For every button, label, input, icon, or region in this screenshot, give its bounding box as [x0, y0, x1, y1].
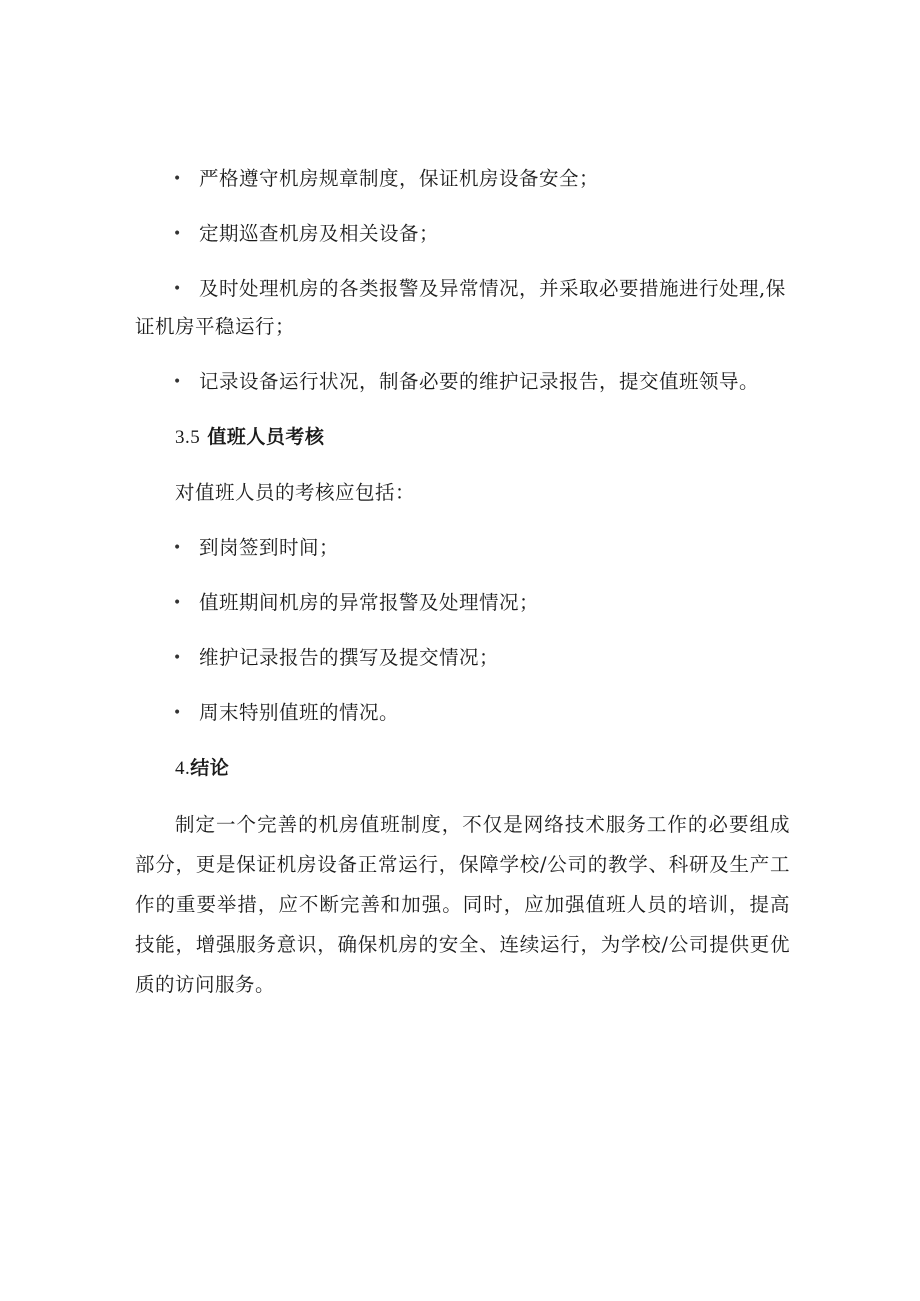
bullet-icon: •	[173, 374, 182, 390]
bullet-icon: •	[173, 281, 182, 297]
list-item-text: 严格遵守机房规章制度，保证机房设备安全；	[199, 167, 600, 190]
list-item-text: 记录设备运行状况，制备必要的维护记录报告，提交值班领导。	[199, 370, 760, 393]
list-item-text: 到岗签到时间；	[199, 536, 340, 559]
section-title: 结论	[190, 757, 230, 779]
list-item	[135, 529, 790, 567]
document-content	[135, 160, 790, 1022]
list-item	[135, 160, 790, 198]
section-number: 4.	[175, 758, 191, 779]
list-item	[135, 215, 790, 253]
bullet-icon: •	[173, 650, 182, 666]
section-heading-3-5	[135, 418, 790, 457]
list-item-text: 定期巡查机房及相关设备；	[199, 222, 440, 245]
conclusion-paragraph: 制定一个完善的机房值班制度，不仅是网络技术服务工作的必要组成部分，更是保证机房设备正常运行，保障学校/公司的教学、科研及生产工作的重要举措，应不断完善和加强。同时，应加强值班人员的培训，提高技能，增强服务意识，确保机房的安全、连续运行，为学校/公司提供更优质的访问服务。	[135, 813, 790, 996]
bullet-icon: •	[173, 595, 182, 611]
bullet-icon: •	[173, 171, 182, 187]
list-item	[135, 270, 790, 346]
list-item-text: 周末特别值班的情况。	[199, 701, 400, 724]
bullet-icon: •	[173, 226, 182, 242]
list-item	[135, 584, 790, 622]
section-intro: 对值班人员的考核应包括：	[175, 481, 416, 504]
list-item	[135, 694, 790, 732]
section-heading-4	[135, 749, 790, 788]
list-item	[135, 363, 790, 401]
section-title: 值班人员考核	[207, 426, 325, 448]
section-number: 3.5	[175, 427, 201, 448]
bullet-icon: •	[173, 705, 182, 721]
list-item-text: 及时处理机房的各类报警及异常情况，并采取必要措施进行处理,保证机房平稳运行；	[135, 277, 786, 338]
bullet-icon: •	[173, 540, 182, 556]
list-item-text: 值班期间机房的异常报警及处理情况；	[199, 591, 540, 614]
list-item-text: 维护记录报告的撰写及提交情况；	[199, 646, 500, 669]
list-item	[135, 639, 790, 677]
